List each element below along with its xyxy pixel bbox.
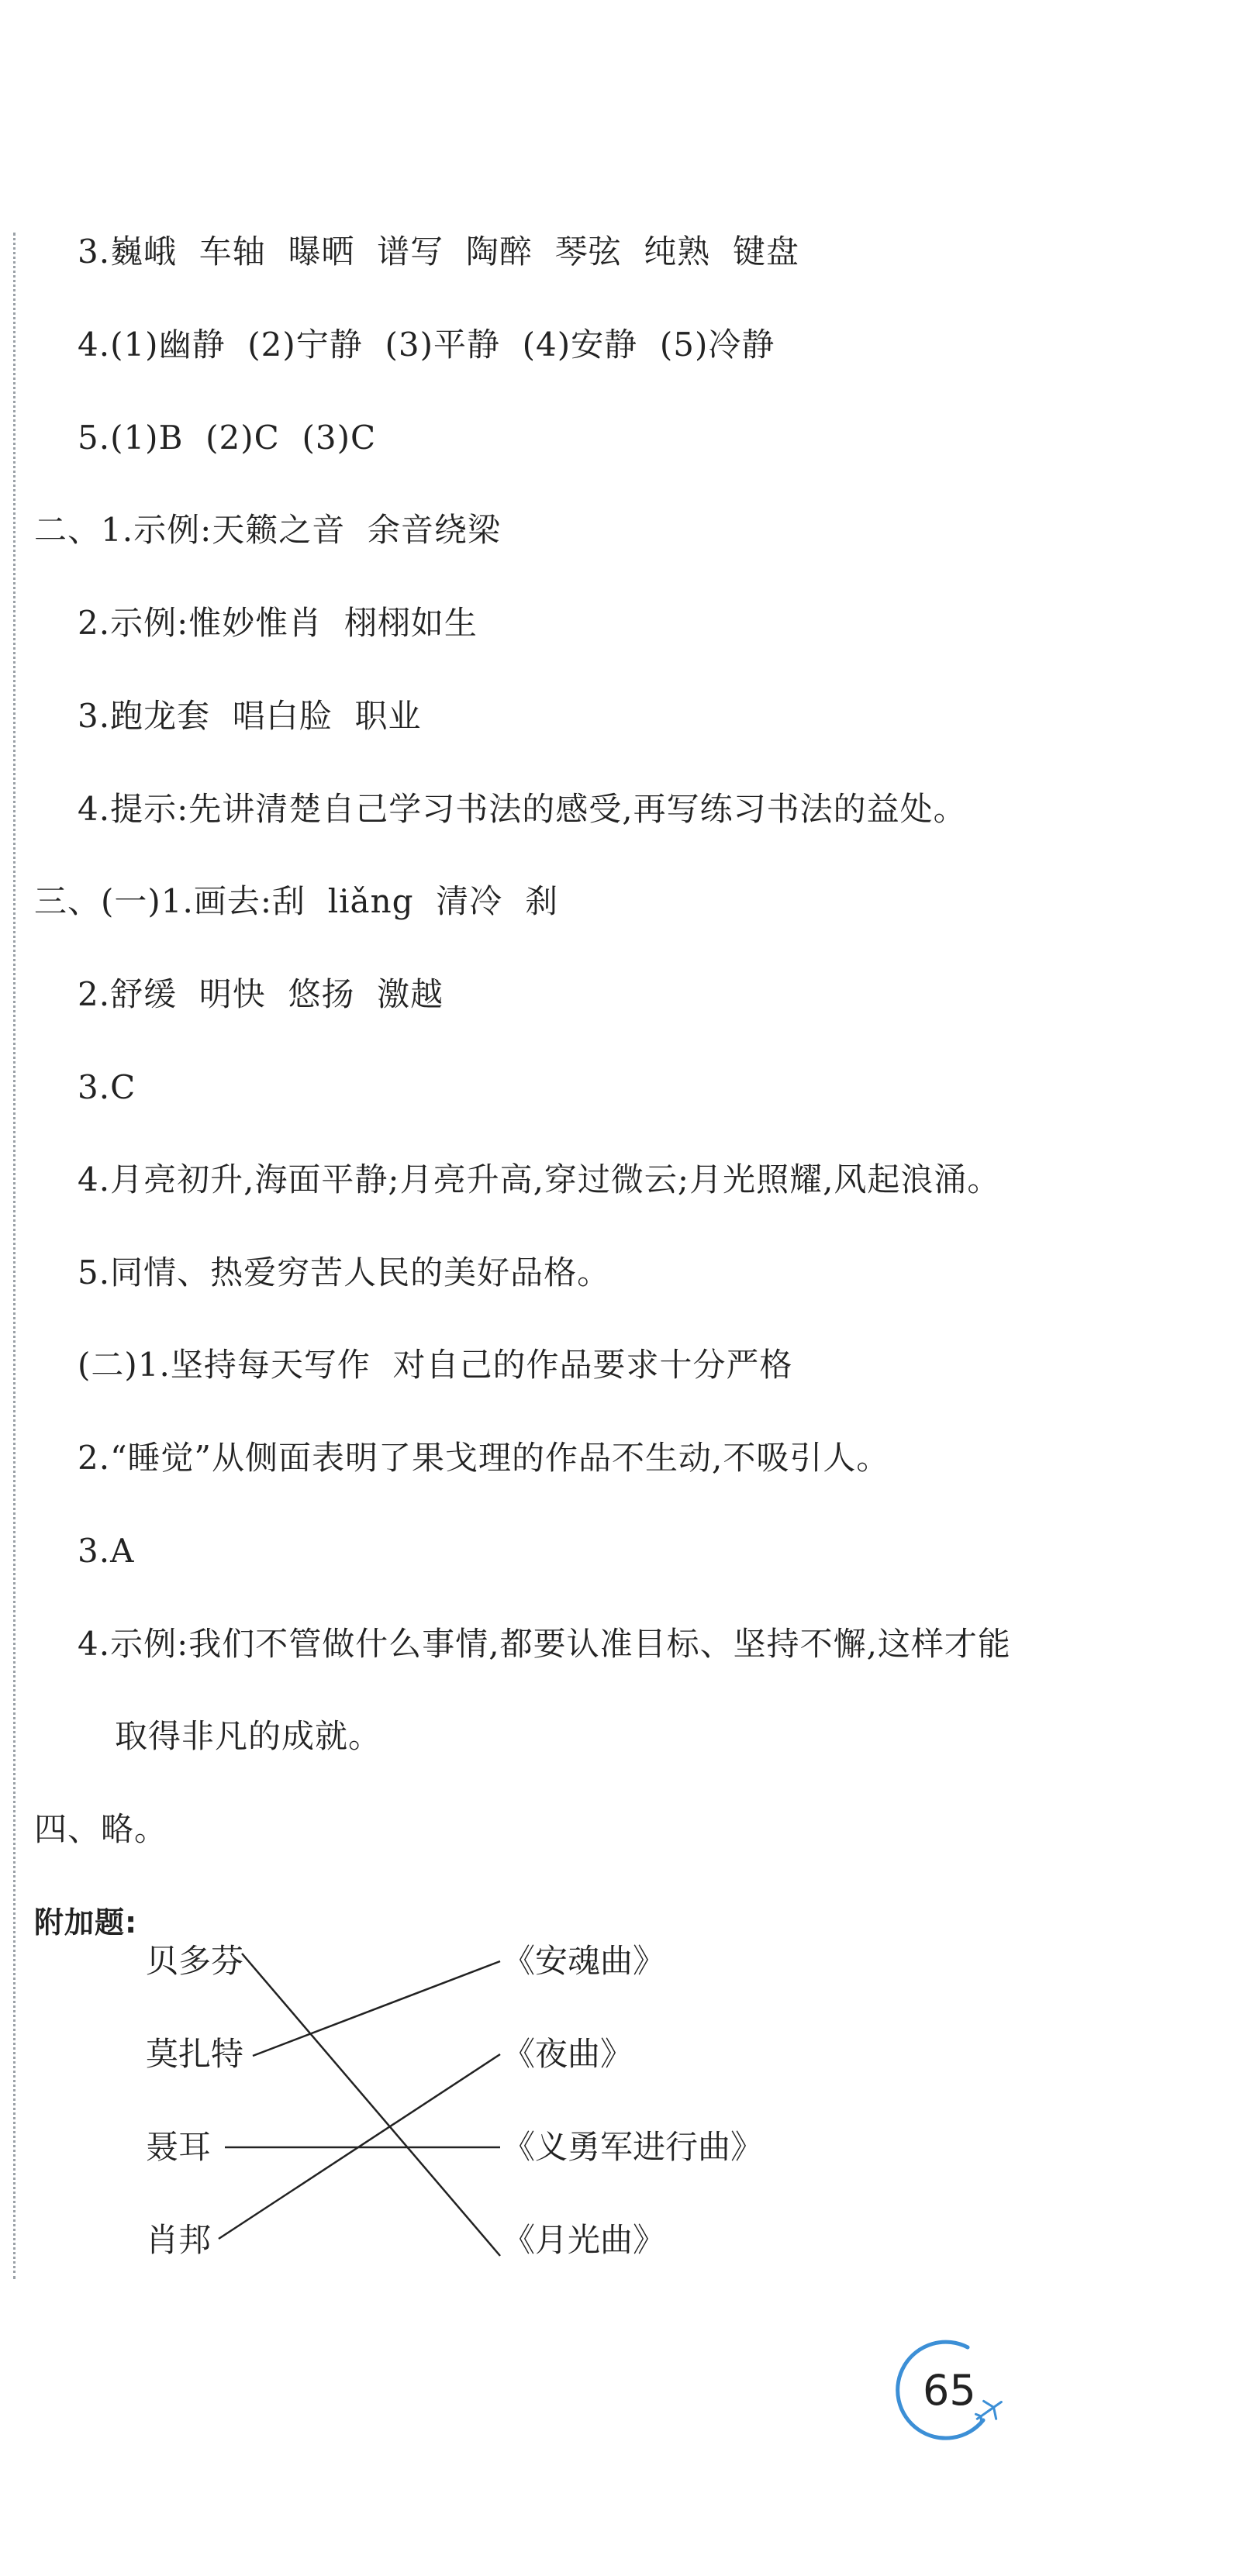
section-three-line-5: 5.同情、热爱穷苦人民的美好品格。 bbox=[78, 1254, 611, 1291]
answer-line-2: 4.(1)幽静 (2)宁静 (3)平静 (4)安静 (5)冷静 bbox=[78, 326, 775, 364]
section-three-line-3: 3.C bbox=[78, 1068, 136, 1106]
work-moonlight-sonata: 《月光曲》 bbox=[502, 2221, 666, 2259]
composer-mozart: 莫扎特 bbox=[146, 2035, 244, 2073]
section-three-part-two-line-2: 2.“睡觉”从侧面表明了果戈理的作品不生动,不吸引人。 bbox=[78, 1439, 890, 1477]
section-three-part-two-line-4: 4.示例:我们不管做什么事情,都要认准目标、坚持不懈,这样才能 bbox=[78, 1625, 1011, 1663]
section-three-part-two-line-3: 3.A bbox=[78, 1532, 135, 1570]
section-two-line-4: 4.提示:先讲清楚自己学习书法的感受,再写练习书法的益处。 bbox=[78, 790, 967, 828]
section-three-line-4: 4.月亮初升,海面平静;月亮升高,穿过微云;月光照耀,风起浪涌。 bbox=[78, 1160, 1001, 1198]
match-line-beethoven-moonlight bbox=[242, 1954, 500, 2256]
answer-line-1: 3.巍峨 车轴 曝晒 谱写 陶醉 琴弦 纯熟 键盘 bbox=[78, 233, 799, 271]
page-number: 65 bbox=[923, 2366, 976, 2415]
section-three-line-2: 2.舒缓 明快 悠扬 激越 bbox=[78, 975, 444, 1013]
section-four-line: 四、略。 bbox=[34, 1810, 168, 1848]
work-nocturne: 《夜曲》 bbox=[502, 2035, 633, 2073]
section-three-part-two-line-1: (二)1.坚持每天写作 对自己的作品要求十分严格 bbox=[78, 1346, 793, 1384]
work-requiem: 《安魂曲》 bbox=[502, 1942, 666, 1980]
section-three-part-two-line-4-continued: 取得非凡的成就。 bbox=[115, 1717, 382, 1755]
section-two-line-1: 二、1.示例:天籁之音 余音绕梁 bbox=[34, 511, 501, 549]
section-two-line-3: 3.跑龙套 唱白脸 职业 bbox=[78, 697, 422, 735]
bonus-title: 附加题: bbox=[34, 1905, 138, 1940]
section-three-line-1: 三、(一)1.画去:刮 liǎng 清冷 刹 bbox=[34, 882, 558, 920]
composer-chopin: 肖邦 bbox=[146, 2221, 212, 2259]
section-two-line-2: 2.示例:惟妙惟肖 栩栩如生 bbox=[78, 604, 478, 642]
airplane-icon bbox=[971, 2393, 1007, 2428]
work-march-of-volunteers: 《义勇军进行曲》 bbox=[502, 2128, 764, 2166]
answer-line-3: 5.(1)B (2)C (3)C bbox=[78, 419, 377, 457]
composer-beethoven: 贝多芬 bbox=[146, 1942, 244, 1980]
composer-nie-er: 聂耳 bbox=[146, 2128, 212, 2166]
